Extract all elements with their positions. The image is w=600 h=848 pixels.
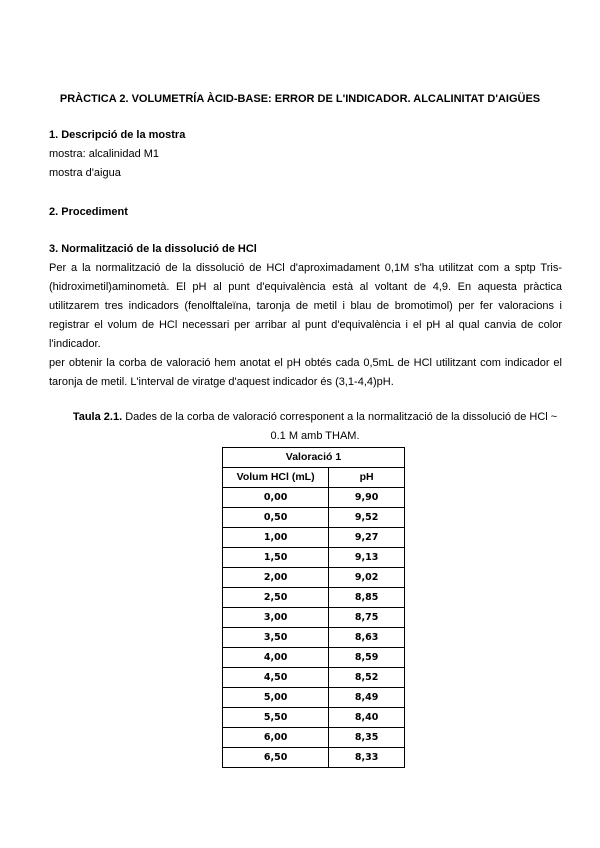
- cell-volume: 1,50: [223, 548, 329, 568]
- table-row: [223, 668, 405, 688]
- table-row: [223, 608, 405, 628]
- cell-ph: 9,27: [329, 528, 405, 548]
- cell-volume: 3,00: [223, 608, 329, 628]
- cell-ph: 8,40: [329, 708, 405, 728]
- cell-volume: 4,50: [223, 668, 329, 688]
- cell-ph: 8,75: [329, 608, 405, 628]
- page-title: PRÀCTICA 2. VOLUMETRÍA ÀCID-BASE: ERROR DE L'INDICADOR. ALCALINITAT D'AIGÜES: [59, 93, 541, 105]
- cell-ph: 8,85: [329, 588, 405, 608]
- table-caption-label: Taula 2.1.: [72, 411, 123, 423]
- table-caption: [70, 408, 560, 446]
- cell-ph: 9,02: [329, 568, 405, 588]
- cell-ph: 8,59: [329, 648, 405, 668]
- sample-line-2: mostra d'aigua: [49, 167, 121, 179]
- table-row: [223, 708, 405, 728]
- cell-ph: 9,90: [329, 488, 405, 508]
- cell-ph: 9,13: [329, 548, 405, 568]
- table-row: [223, 648, 405, 668]
- section-3-heading: 3. Normalització de la dissolució de HCl: [49, 243, 257, 255]
- section-3-paragraph-1: Per a la normalització de la dissolució de HCl d'aproximadament 0,1M s'ha utilitzat com a sptp Tris-(hidroximetil)aminometà. El pH al punt d'equivalència està al voltant de 4,9. En aquesta pràctica utilitzarem tres indicadors (fenolftaleïna, taronja de metil i blau de bromotimol) per fer valoracions i registrar el volum de HCl necessari per arribar al punt d'equivalència i el pH al qual canvia de color l'indicador.: [49, 262, 562, 350]
- cell-volume: 1,00: [223, 528, 329, 548]
- table-row: [223, 528, 405, 548]
- table-row: [223, 688, 405, 708]
- table-row: [223, 628, 405, 648]
- table-column-header-row: [223, 468, 405, 488]
- table-row: [223, 588, 405, 608]
- table-row: [223, 508, 405, 528]
- cell-ph: 9,52: [329, 508, 405, 528]
- table-group-header-row: [223, 448, 405, 468]
- cell-volume: 5,00: [223, 688, 329, 708]
- table-row: [223, 488, 405, 508]
- section-2-heading: 2. Procediment: [49, 206, 128, 218]
- section-1: [49, 126, 562, 183]
- cell-ph: 8,33: [329, 748, 405, 768]
- cell-ph: 8,63: [329, 628, 405, 648]
- cell-volume: 3,50: [223, 628, 329, 648]
- column-header-volume: Volum HCl (mL): [223, 468, 329, 488]
- cell-volume: 0,00: [223, 488, 329, 508]
- table-row: [223, 568, 405, 588]
- cell-volume: 0,50: [223, 508, 329, 528]
- cell-ph: 8,35: [329, 728, 405, 748]
- cell-ph: 8,49: [329, 688, 405, 708]
- section-3-paragraph-2: per obtenir la corba de valoració hem anotat el pH obtés cada 0,5mL de HCl utilitzant com indicador el taronja de metil. L'interval de viratge d'aquest indicador és (3,1-4,4)pH.: [49, 357, 562, 388]
- cell-ph: 8,52: [329, 668, 405, 688]
- sample-line-1: mostra: alcalinidad M1: [49, 148, 160, 160]
- cell-volume: 4,00: [223, 648, 329, 668]
- section-1-heading: 1. Descripció de la mostra: [49, 129, 186, 141]
- table-row: [223, 748, 405, 768]
- column-header-ph: pH: [329, 468, 405, 488]
- table-row: [223, 548, 405, 568]
- cell-volume: 2,00: [223, 568, 329, 588]
- cell-volume: 6,50: [223, 748, 329, 768]
- cell-volume: 2,50: [223, 588, 329, 608]
- cell-volume: 5,50: [223, 708, 329, 728]
- section-3: [49, 240, 562, 392]
- titration-table: [222, 447, 405, 768]
- table-group-header: Valoració 1: [223, 448, 405, 468]
- table-row: [223, 728, 405, 748]
- table-caption-text: Dades de la corba de valoració corresponent a la normalització de la dissolució de HCl ~ 0.1 M amb THAM.: [122, 411, 558, 442]
- cell-volume: 6,00: [223, 728, 329, 748]
